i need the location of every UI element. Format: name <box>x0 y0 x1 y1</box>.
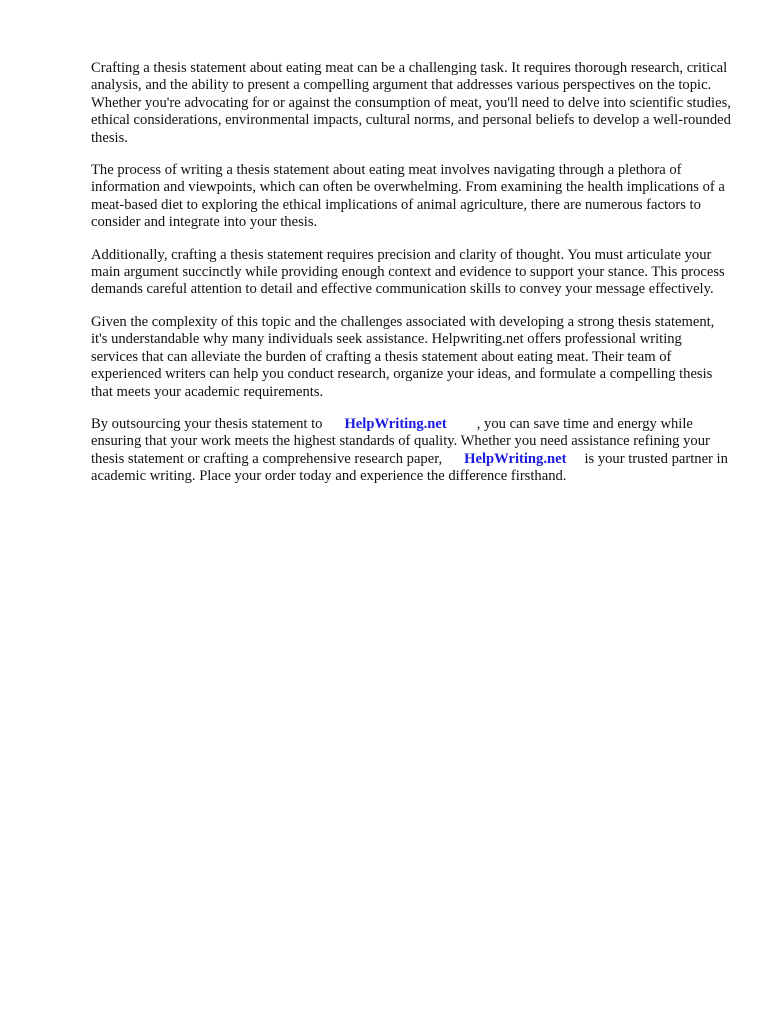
paragraph-5 <box>91 416 731 486</box>
helpwriting-link-1[interactable]: HelpWriting.net <box>344 415 447 432</box>
paragraph-5-text-1: By outsourcing your thesis statement to <box>91 415 323 432</box>
helpwriting-link-2[interactable]: HelpWriting.net <box>464 450 567 467</box>
paragraph-4: Given the complexity of this topic and the challenges associated with developing a strong thesis statement, it's understandable why many individuals seek assistance. Helpwriting.net offers professional writing services that can alleviate the burden of crafting a thesis statement about eating meat. Their team of experienced writers can help you conduct research, organize your ideas, and formulate a compelling thesis that meets your academic requirements. <box>91 313 715 400</box>
paragraph-5-text-2: , you can save time and energy while ensuring that your work meets the highest standards of quality. Whether you need assistance refining your thesis statement or crafting a comprehensive research paper, <box>91 415 710 467</box>
document-body <box>91 60 731 501</box>
paragraph-5-text-3: is your trusted partner in academic writing. Place your order today and experience the difference firsthand. <box>91 450 728 485</box>
paragraph-1: Crafting a thesis statement about eating meat can be a challenging task. It requires thorough research, critical analysis, and the ability to present a compelling argument that addresses various perspectives on the topic. Whether you're advocating for or against the consumption of meat, you'll need to delve into scientific studies, ethical considerations, environmental impacts, cultural norms, and personal beliefs to develop a well-rounded thesis. <box>91 60 731 146</box>
paragraph-3: Additionally, crafting a thesis statement requires precision and clarity of thought. You must articulate your main argument succinctly while providing enough context and evidence to support your stance. This process demands careful attention to detail and effective communication skills to convey your message effectively. <box>91 246 725 298</box>
paragraph-2: The process of writing a thesis statement about eating meat involves navigating through a plethora of information and viewpoints, which can often be overwhelming. From examining the health implications of a meat-based diet to exploring the ethical implications of animal agriculture, there are numerous factors to consider and integrate into your thesis. <box>91 162 725 231</box>
